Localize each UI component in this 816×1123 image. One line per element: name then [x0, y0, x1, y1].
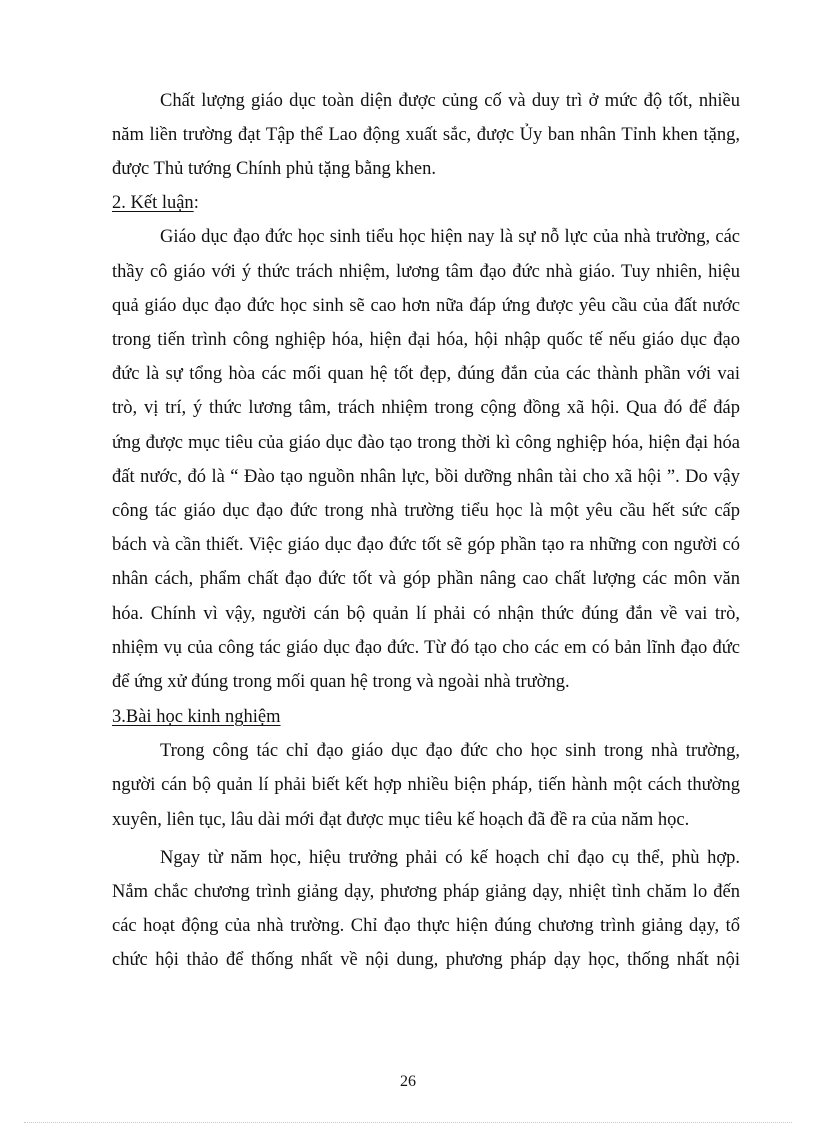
paragraph-2-line: đức là sự tổng hòa các mối quan hệ tốt đẹp, đúng đắn của các thành phần với vai — [112, 364, 740, 384]
paragraph-2-line: nhân cách, phẩm chất đạo đức tốt và góp phần nâng cao chất lượng các môn văn — [112, 569, 740, 589]
paragraph-2-line: trò, vị trí, ý thức lương tâm, trách nhiệm trong cộng đồng xã hội. Qua đó để đáp — [112, 398, 740, 418]
paragraph-3-line: Trong công tác chỉ đạo giáo dục đạo đức cho học sinh trong nhà trường, — [160, 741, 740, 761]
paragraph-2-line: để ứng xử đúng trong mối quan hệ trong và ngoài nhà trường. — [112, 672, 570, 692]
paragraph-2-line: ứng được mục tiêu của giáo dục đào tạo trong thời kì công nghiệp hóa, hiện đại hóa — [112, 433, 740, 453]
paragraph-2-line: bách và cần thiết. Việc giáo dục đạo đức tốt sẽ góp phần tạo ra những con người có — [112, 535, 740, 555]
paragraph-4-line: chức hội thảo để thống nhất về nội dung, phương pháp dạy học, thống nhất nội — [112, 950, 740, 970]
page-number: 26 — [400, 1073, 416, 1090]
paragraph-4-line: Ngay từ năm học, hiệu trưởng phải có kế hoạch chỉ đạo cụ thể, phù hợp. — [160, 848, 740, 868]
paragraph-2-line: quả giáo dục đạo đức học sinh sẽ cao hơn nữa đáp ứng được yêu cầu của đất nước — [112, 296, 740, 316]
paragraph-4-line: các hoạt động của nhà trường. Chỉ đạo thực hiện đúng chương trình giảng dạy, tổ — [112, 916, 740, 936]
paragraph-1-line: năm liền trường đạt Tập thể Lao động xuất sắc, được Ủy ban nhân Tỉnh khen tặng, — [112, 125, 740, 145]
paragraph-3-line: người cán bộ quản lí phải biết kết hợp nhiều biện pháp, tiến hành một cách thường — [112, 775, 740, 795]
section-heading-colon: : — [193, 193, 199, 213]
paragraph-1-line: được Thủ tướng Chính phủ tặng bằng khen. — [112, 159, 436, 179]
paragraph-2-line: đất nước, đó là “ Đào tạo nguồn nhân lực, bồi dưỡng nhân tài cho xã hội ”. Do vậy — [112, 467, 740, 487]
paragraph-1-line: Chất lượng giáo dục toàn diện được củng cố và duy trì ở mức độ tốt, nhiều — [160, 91, 740, 111]
section-heading-lessons: 3.Bài học kinh nghiệm — [112, 707, 281, 727]
paragraph-4-line: Nắm chắc chương trình giảng dạy, phương pháp giảng dạy, nhiệt tình chăm lo đến — [112, 882, 740, 902]
section-heading-conclusion — [112, 188, 199, 218]
paragraph-2-line: hóa. Chính vì vậy, người cán bộ quản lí phải có nhận thức đúng đắn về vai trò, — [112, 604, 740, 624]
paragraph-2-line: thầy cô giáo với ý thức trách nhiệm, lương tâm đạo đức nhà giáo. Tuy nhiên, hiệu — [112, 262, 740, 282]
paragraph-2-line: công tác giáo dục đạo đức trong nhà trường tiểu học là một yêu cầu hết sức cấp — [112, 501, 740, 521]
section-heading-conclusion-text: 2. Kết luận — [112, 193, 194, 213]
paragraph-2-line: nhiệm vụ của công tác giáo dục đạo đức. Từ đó tạo cho các em có bản lĩnh đạo đức — [112, 638, 740, 658]
paragraph-2-line: Giáo dục đạo đức học sinh tiểu học hiện nay là sự nỗ lực của nhà trường, các — [160, 227, 740, 247]
paragraph-3-line: xuyên, liên tục, lâu dài mới đạt được mục tiêu kế hoạch đã đề ra của năm học. — [112, 810, 690, 830]
paragraph-2-line: trong tiến trình công nghiệp hóa, hiện đại hóa, hội nhập quốc tế nếu giáo dục đạo — [112, 330, 740, 350]
